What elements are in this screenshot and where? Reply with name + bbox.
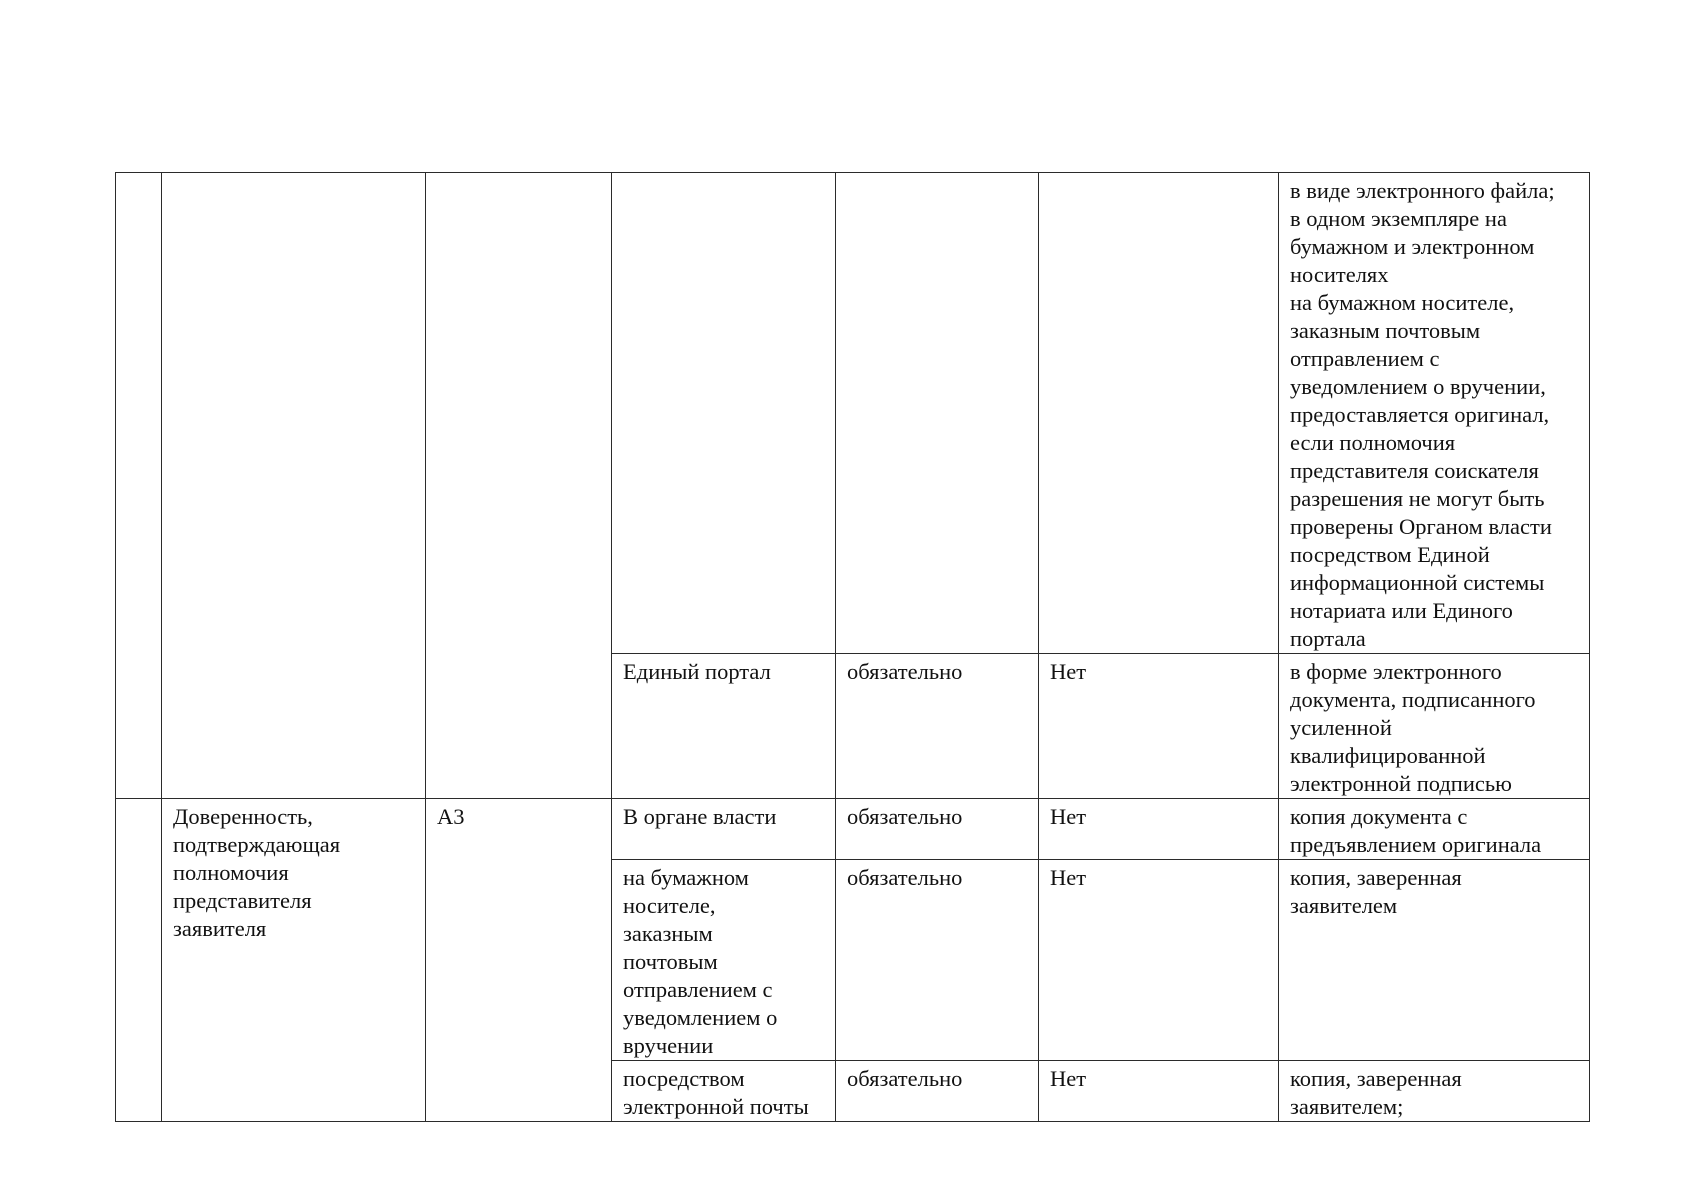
submission-form-text: копия, заверенная заявителем; (1290, 1066, 1462, 1119)
requirement-cell (836, 799, 1039, 860)
submission-method-cell (612, 860, 836, 1061)
submission-form-text: копия, заверенная заявителем (1290, 865, 1462, 918)
document-code-text: А3 (437, 804, 465, 829)
requirement-text: обязательно (847, 865, 963, 890)
requirement-text: обязательно (847, 804, 963, 829)
submission-method-cell (612, 799, 836, 860)
flag-text: Нет (1050, 1066, 1087, 1091)
flag-text: Нет (1050, 804, 1087, 829)
document-name-cell (162, 799, 426, 1122)
submission-form-cell (1279, 799, 1590, 860)
table-row (116, 173, 1590, 654)
flag-cell (1039, 654, 1279, 799)
submission-form-cell (1279, 1061, 1590, 1122)
submission-method-cell (612, 1061, 836, 1122)
submission-form-cell (1279, 654, 1590, 799)
flag-cell (1039, 1061, 1279, 1122)
document-name-text: Доверенность, подтверждающая полномочия представителя заявителя (173, 804, 341, 941)
submission-form-text: в форме электронного документа, подписанного усиленной квалифицированной электронной подписью (1290, 659, 1536, 796)
submission-method-text: В органе власти (623, 804, 777, 829)
requirements-table (115, 172, 1590, 1122)
submission-method-text: посредством электронной почты (623, 1066, 809, 1119)
document-code-cell (426, 173, 612, 799)
submission-form-text: в виде электронного файла; в одном экземпляре на бумажном и электронном носителях на бумажном носителе, заказным почтовым отправлением с уведомлением о вручении, предоставляется оригинал, если полномочия представителя соискателя разрешения не могут быть проверены Органом власти посредством Единой информационной системы нотариата или Единого портала (1290, 178, 1555, 651)
submission-method-cell (612, 173, 836, 654)
table-row (116, 799, 1590, 860)
requirement-text: обязательно (847, 659, 963, 684)
flag-text: Нет (1050, 659, 1087, 684)
requirement-cell (836, 860, 1039, 1061)
flag-cell (1039, 799, 1279, 860)
submission-method-text: Единый портал (623, 659, 771, 684)
row-number-cell (116, 173, 162, 799)
document-name-cell (162, 173, 426, 799)
requirement-cell (836, 1061, 1039, 1122)
flag-cell (1039, 173, 1279, 654)
submission-form-cell (1279, 173, 1590, 654)
requirement-cell (836, 173, 1039, 654)
submission-form-text: копия документа с предъявлением оригинала (1290, 804, 1542, 857)
submission-method-text: на бумажном носителе, заказным почтовым отправлением с уведомлением о вручении (623, 865, 778, 1058)
requirement-text: обязательно (847, 1066, 963, 1091)
document-code-cell (426, 799, 612, 1122)
submission-method-cell (612, 654, 836, 799)
requirement-cell (836, 654, 1039, 799)
row-number-cell (116, 799, 162, 1122)
flag-cell (1039, 860, 1279, 1061)
submission-form-cell (1279, 860, 1590, 1061)
flag-text: Нет (1050, 865, 1087, 890)
